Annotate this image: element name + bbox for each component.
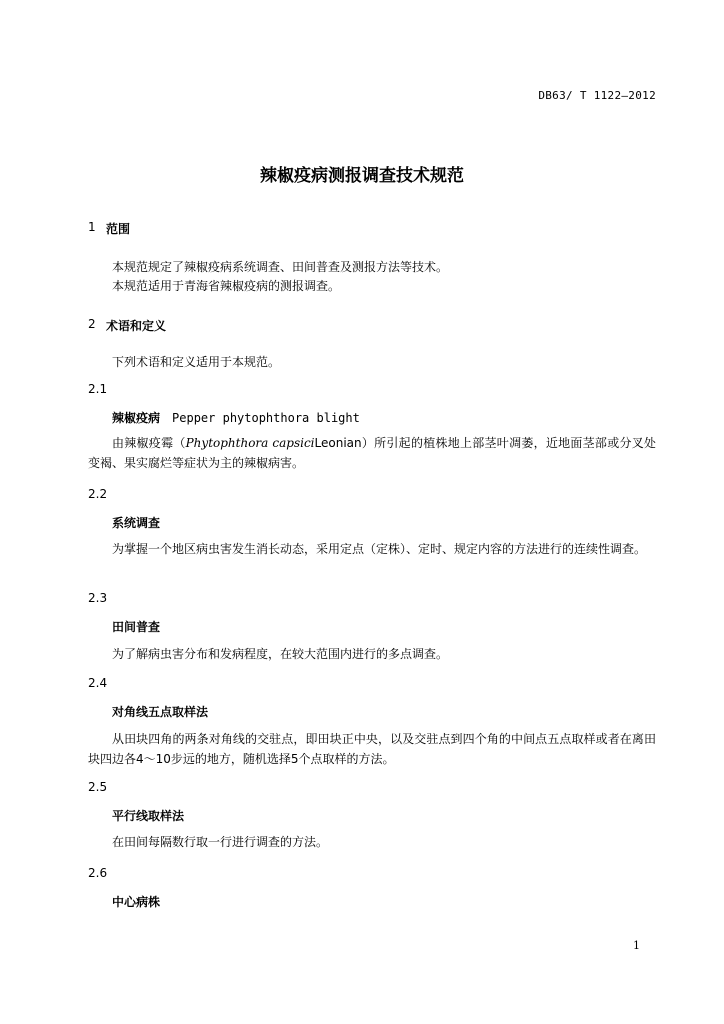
clause-2-1-term: [112, 409, 360, 426]
section-2-number: 2: [88, 317, 96, 331]
clause-2-4-number: 2.4: [88, 676, 108, 690]
clause-2-4-term: 对角线五点取样法: [112, 705, 209, 719]
clause-2-5-definition: 在田间每隔数行取一行进行调查的方法。: [112, 835, 329, 849]
clause-2-1-number: 2.1: [88, 382, 108, 396]
clause-2-4-definition: 从田块四角的两条对角线的交驻点，即田块正中央，以及交驻点到四个角的中间点五点取样或者在离田块四边各4～10步远的地方，随机选择5个点取样的方法。: [88, 732, 656, 766]
clause-2-3-term: 田间普查: [112, 620, 161, 634]
clause-2-2-definition: 为掌握一个地区病虫害发生消长动态，采用定点（定株）、定时、规定内容的方法进行的连续性调查。: [112, 542, 647, 556]
section-2-paragraph-1: 下列术语和定义适用于本规范。: [112, 355, 281, 369]
clause-2-2-number: 2.2: [88, 487, 108, 501]
clause-2-1-def-part-b: Leonian）所引起的植株地上部茎叶凋萎，近地面茎部或分叉处变褐、果实腐烂等症状为主的辣椒病害。: [88, 436, 656, 470]
section-1-title: 范围: [106, 222, 131, 236]
clause-2-1-def-latin: Phytophthora capsici: [185, 436, 315, 450]
page-title: 辣椒疫病测报调查技术规范: [260, 166, 464, 186]
clause-2-1-term-zh: 辣椒疫病: [112, 411, 161, 425]
section-2-title: 术语和定义: [106, 319, 167, 333]
section-1-paragraph-2: 本规范适用于青海省辣椒疫病的测报调查。: [112, 279, 341, 293]
clause-2-6-term: 中心病株: [112, 895, 161, 909]
clause-2-6-number: 2.6: [88, 866, 108, 880]
section-1-paragraph-1: 本规范规定了辣椒疫病系统调查、田间普查及测报方法等技术。: [112, 260, 449, 274]
clause-2-3-number: 2.3: [88, 591, 108, 605]
clause-2-5-term: 平行线取样法: [112, 809, 185, 823]
page-number: 1: [633, 939, 640, 952]
section-1-number: 1: [88, 220, 96, 234]
clause-2-1-def-part-a: 由辣椒疫霉（: [112, 436, 186, 450]
clause-2-1-term-en: Pepper phytophthora blight: [172, 411, 360, 425]
standard-code: DB63/ T 1122—2012: [538, 89, 656, 102]
clause-2-1-definition: [88, 433, 656, 473]
clause-2-5-number: 2.5: [88, 780, 108, 794]
clause-2-2-term: 系统调查: [112, 516, 161, 530]
clause-2-3-definition: 为了解病虫害分布和发病程度，在较大范围内进行的多点调查。: [112, 647, 449, 661]
